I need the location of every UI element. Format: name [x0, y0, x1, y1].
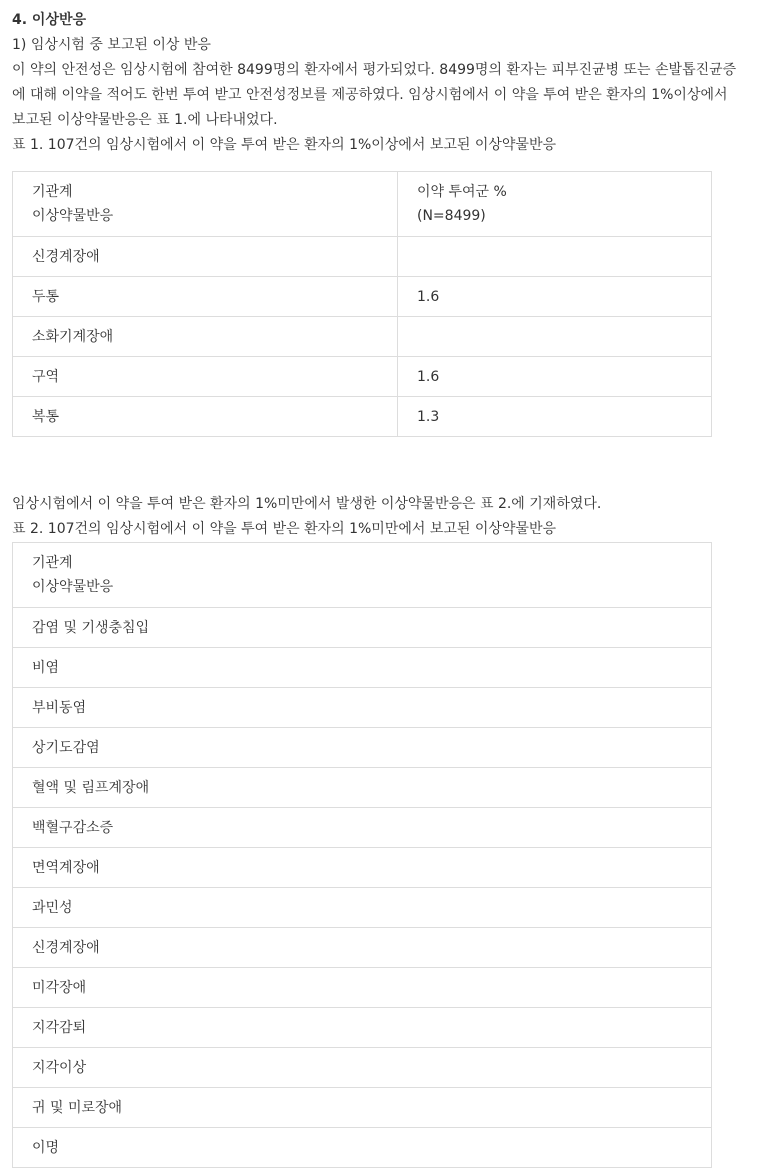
table-row	[13, 688, 712, 728]
row-label: 감염 및 기생충침입	[13, 608, 712, 648]
row-label: 두통	[13, 277, 398, 317]
table-row	[13, 237, 712, 277]
row-label: 비염	[13, 648, 712, 688]
adverse-reactions-table-2	[12, 542, 712, 1168]
header-cell-organ-system	[13, 543, 712, 608]
row-label: 귀 및 미로장애	[13, 1088, 712, 1128]
table-row	[13, 848, 712, 888]
row-label: 미각장애	[13, 968, 712, 1008]
row-label: 혈액 및 림프계장애	[13, 768, 712, 808]
header-cell-organ-system	[13, 172, 398, 237]
row-label: 신경계장애	[13, 928, 712, 968]
row-value	[398, 237, 712, 277]
row-label: 지각이상	[13, 1048, 712, 1088]
header-text: 기관계	[32, 184, 73, 200]
header-text: 이약 투여군 %	[417, 184, 507, 200]
document-content	[12, 8, 737, 1168]
row-label: 상기도감염	[13, 728, 712, 768]
table-row	[13, 317, 712, 357]
row-label: 이명	[13, 1128, 712, 1168]
header-text: 기관계	[32, 555, 73, 571]
row-value: 1.3	[398, 397, 712, 437]
table-row	[13, 1008, 712, 1048]
table-row	[13, 768, 712, 808]
table-row	[13, 357, 712, 397]
table-row	[13, 1048, 712, 1088]
section-title: 4. 이상반응	[12, 12, 87, 28]
table-header-row	[13, 172, 712, 237]
header-text: 이상약물반응	[32, 208, 114, 224]
header-text: (N=8499)	[417, 208, 486, 224]
table1-caption: 표 1. 107건의 임상시험에서 이 약을 투여 받은 환자의 1%이상에서 보고된 이상약물반응	[12, 137, 557, 153]
header-cell-group	[398, 172, 712, 237]
table-row	[13, 888, 712, 928]
table-row	[13, 1128, 712, 1168]
paragraph-line: 이 약의 안전성은 임상시험에 참여한 8499명의 환자에서 평가되었다. 8499명의 환자는 피부진균병 또는 손발톱진균증	[12, 62, 737, 78]
section-subtitle: 1) 임상시험 중 보고된 이상 반응	[12, 37, 211, 53]
row-label: 백혈구감소증	[13, 808, 712, 848]
table-row	[13, 608, 712, 648]
paragraph-line: 보고된 이상약물반응은 표 1.에 나타내었다.	[12, 112, 278, 128]
row-label: 신경계장애	[13, 237, 398, 277]
row-label: 지각감퇴	[13, 1008, 712, 1048]
table-row	[13, 1088, 712, 1128]
row-label: 부비동염	[13, 688, 712, 728]
table2-caption: 표 2. 107건의 임상시험에서 이 약을 투여 받은 환자의 1%미만에서 보고된 이상약물반응	[12, 521, 557, 537]
table-row	[13, 397, 712, 437]
table-row	[13, 928, 712, 968]
intro-paragraph	[12, 58, 737, 133]
row-label: 소화기계장애	[13, 317, 398, 357]
row-label: 복통	[13, 397, 398, 437]
table-row	[13, 648, 712, 688]
table-row	[13, 728, 712, 768]
row-value: 1.6	[398, 357, 712, 397]
paragraph-line: 에 대해 이약을 적어도 한번 투여 받고 안전성정보를 제공하였다. 임상시험에서 이 약을 투여 받은 환자의 1%이상에서	[12, 87, 728, 103]
adverse-reactions-table-1	[12, 171, 712, 437]
header-text: 이상약물반응	[32, 579, 114, 595]
row-label: 구역	[13, 357, 398, 397]
paragraph-2: 임상시험에서 이 약을 투여 받은 환자의 1%미만에서 발생한 이상약물반응은 표 2.에 기재하였다.	[12, 496, 602, 512]
table-header-row	[13, 543, 712, 608]
table-row	[13, 808, 712, 848]
row-value	[398, 317, 712, 357]
spacer	[12, 437, 732, 492]
row-label: 면역계장애	[13, 848, 712, 888]
table-row	[13, 968, 712, 1008]
table-row	[13, 277, 712, 317]
row-label: 과민성	[13, 888, 712, 928]
row-value: 1.6	[398, 277, 712, 317]
